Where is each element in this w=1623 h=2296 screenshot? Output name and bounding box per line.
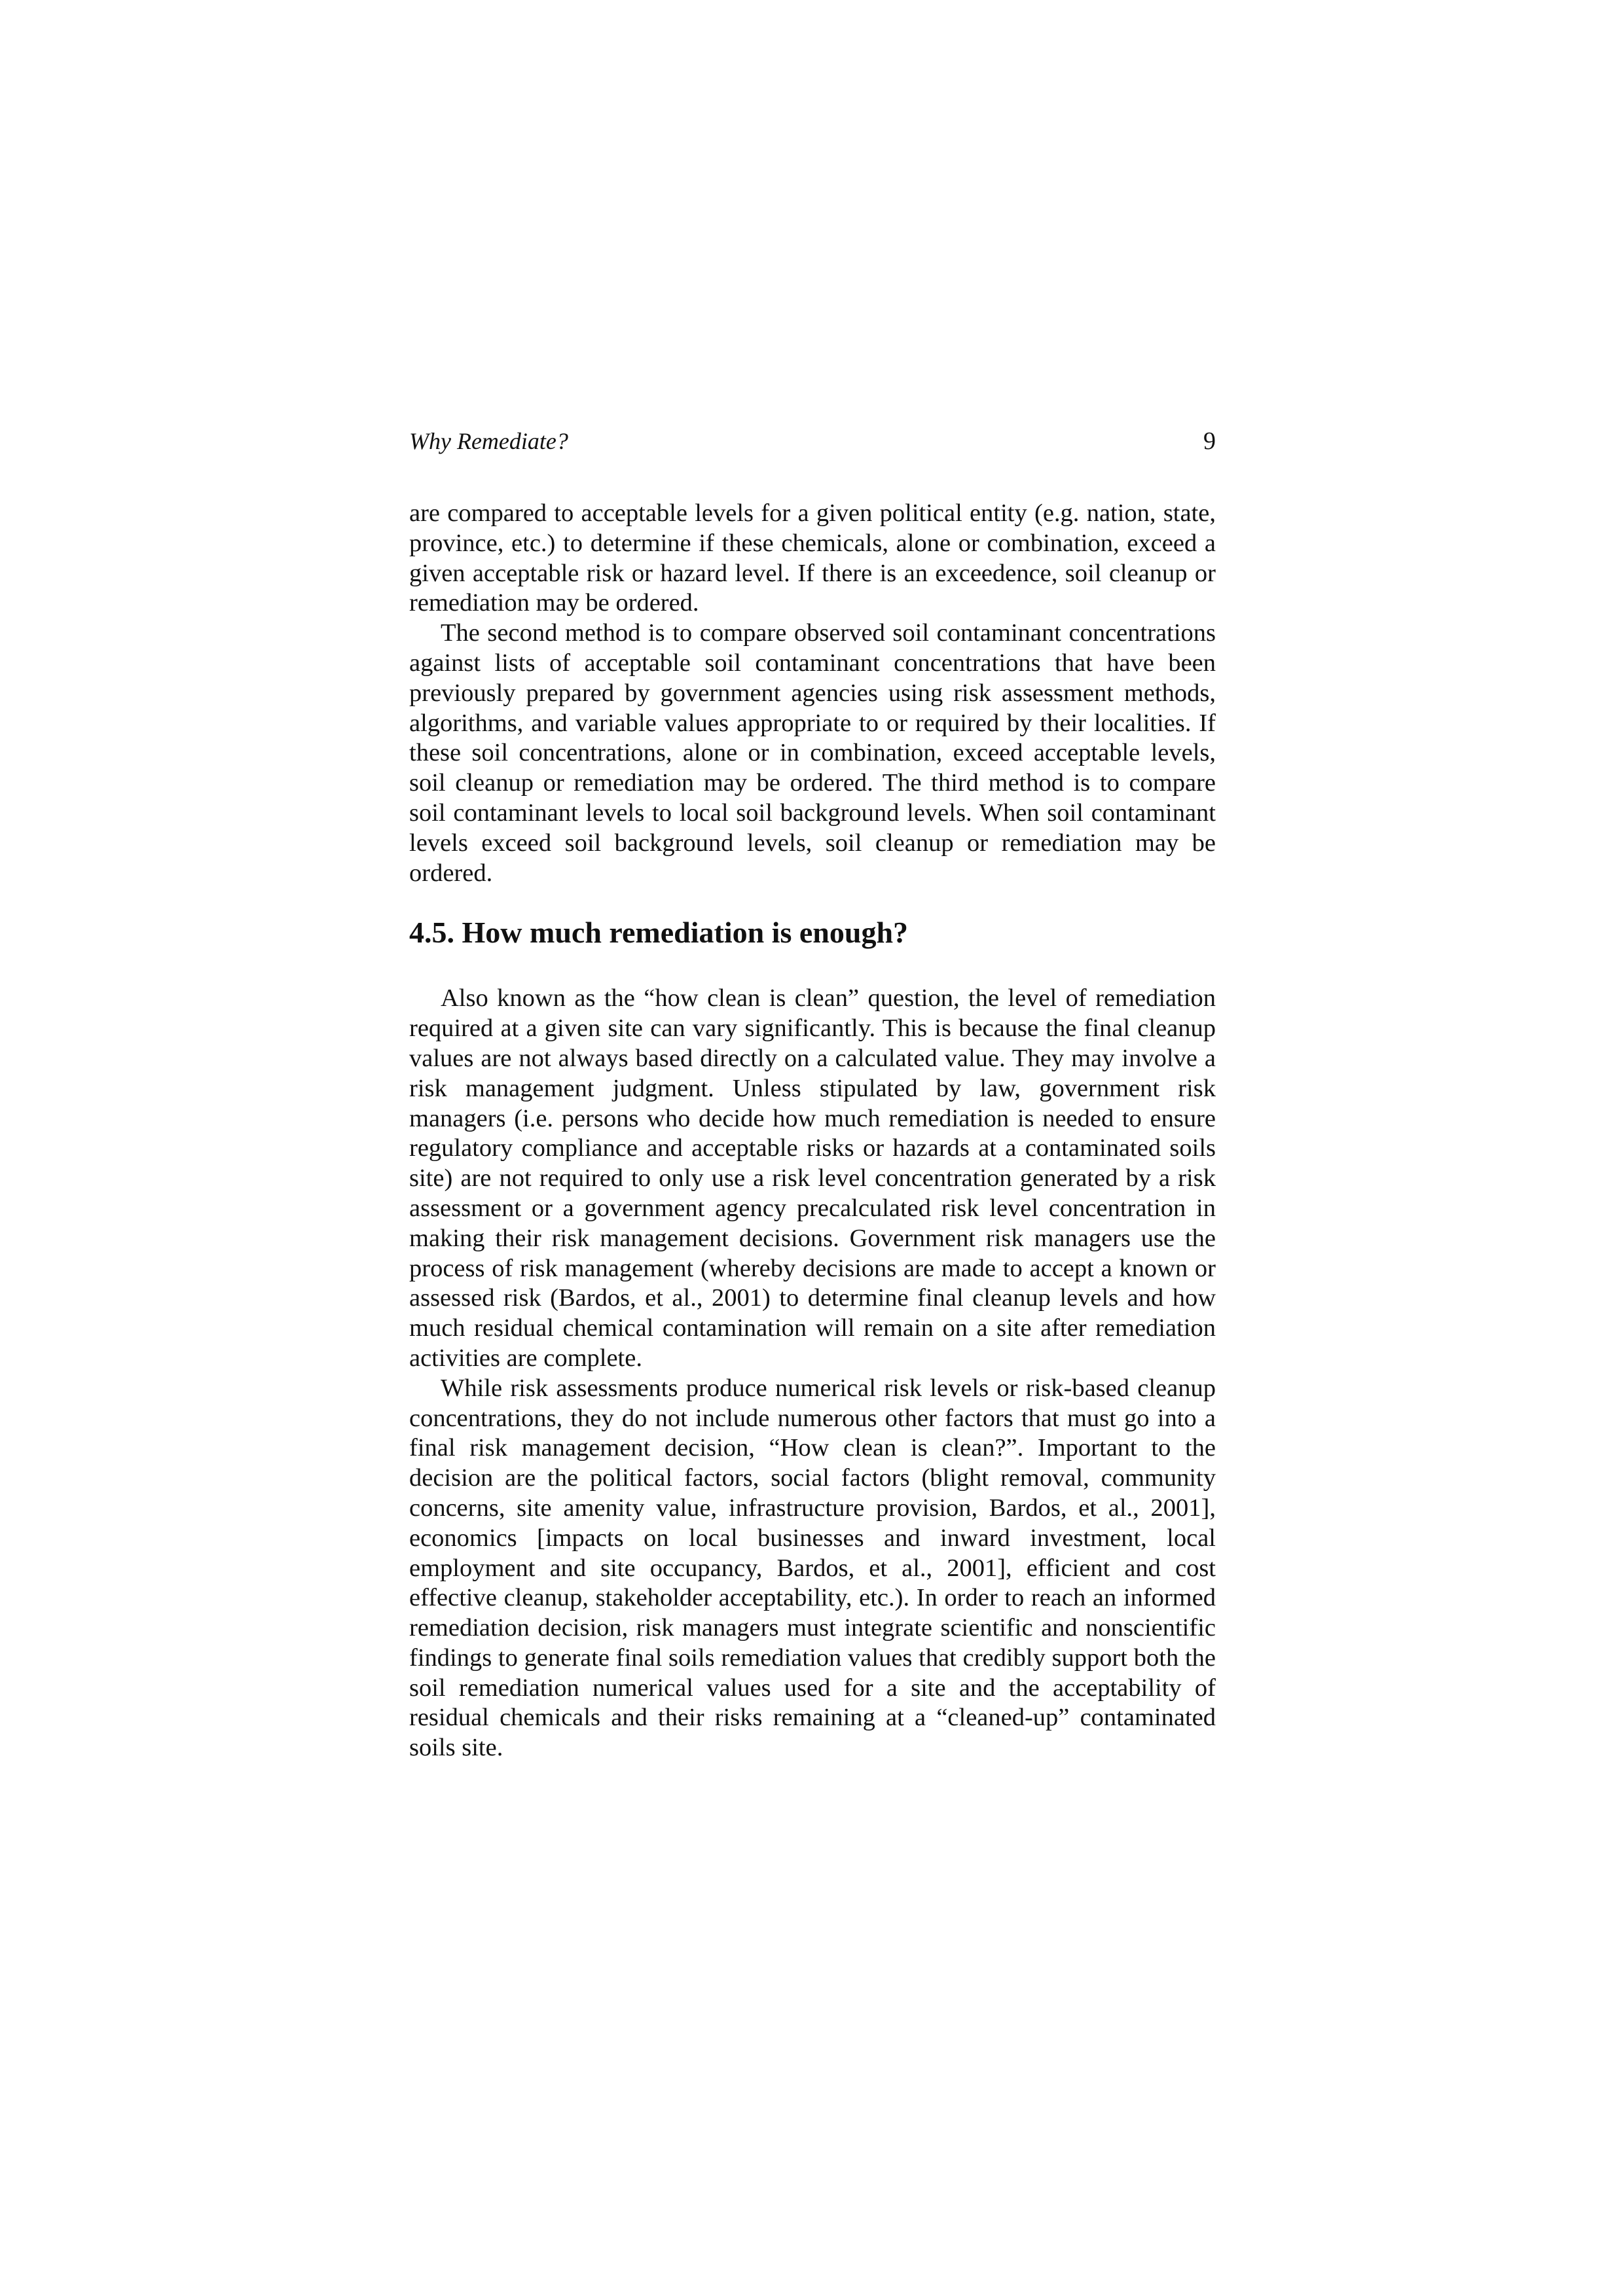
paragraph-risk-assessments: While risk assessments produce numerical risk levels or risk-based cleanup concentrations, they do not include numerous other factors that must go into a final risk management decision, “How clean is clean?”. Important to the decision are the political factors, social factors (blight removal, community concerns, site amenity value, infrastructure provision, Bardos, et al., 2001], economics [impacts on local businesses and inward investment, local employment and site occupancy, Bardos, et al., 2001], efficient and cost effective cleanup, stakeholder acceptability, etc.). In order to reach an informed remediation decision, risk managers must integrate scientific and nonscientific findings to generate final soils remediation values that credibly support both the soil remediation numerical values used for a site and the acceptability of residual chemicals and their risks remaining at a “cleaned-up” contaminated soils site.: [409, 1374, 1216, 1762]
paragraph-how-clean: Also known as the “how clean is clean” question, the level of remediation required at a given site can vary significantly. This is because the final cleanup values are not always based directly on a calculated value. They may involve a risk management judgment. Unless stipulated by law, government risk managers (i.e. persons who decide how much remediation is needed to ensure regulatory compliance and acceptable risks or hazards at a contaminated soils site) are not required to only use a risk level concentration generated by a risk assessment or a government agency precalculated risk level concentration in making their risk management decisions. Government risk managers use the process of risk management (whereby decisions are made to accept a known or assessed risk (Bardos, et al., 2001) to determine final cleanup levels and how much residual chemical contamination will remain on a site after remediation activities are complete.: [409, 984, 1216, 1372]
section-heading: 4.5. How much remediation is enough?: [409, 916, 909, 950]
page-number: 9: [1203, 427, 1216, 455]
section-heading-wrapper: [409, 914, 1216, 951]
running-header: [409, 425, 1216, 459]
paragraph-continued: are compared to acceptable levels for a given political entity (e.g. nation, state, province, etc.) to determine if these chemicals, alone or combination, exceed a given acceptable risk or hazard level. If there is an exceedence, soil cleanup or remediation may be ordered.: [409, 499, 1216, 617]
body-text: [409, 499, 1216, 1763]
running-title: Why Remediate?: [409, 428, 568, 454]
paragraph-second-method: The second method is to compare observed soil contaminant concentrations against lists of acceptable soil contaminant concentrations that have been previously prepared by government agencies using risk assessment methods, algorithms, and variable values appropriate to or required by their localities. If these soil concentrations, alone or in combination, exceed acceptable levels, soil cleanup or remediation may be ordered. The third method is to compare soil contaminant levels to local soil background levels. When soil contaminant levels exceed soil background levels, soil cleanup or remediation may be ordered.: [409, 619, 1216, 887]
